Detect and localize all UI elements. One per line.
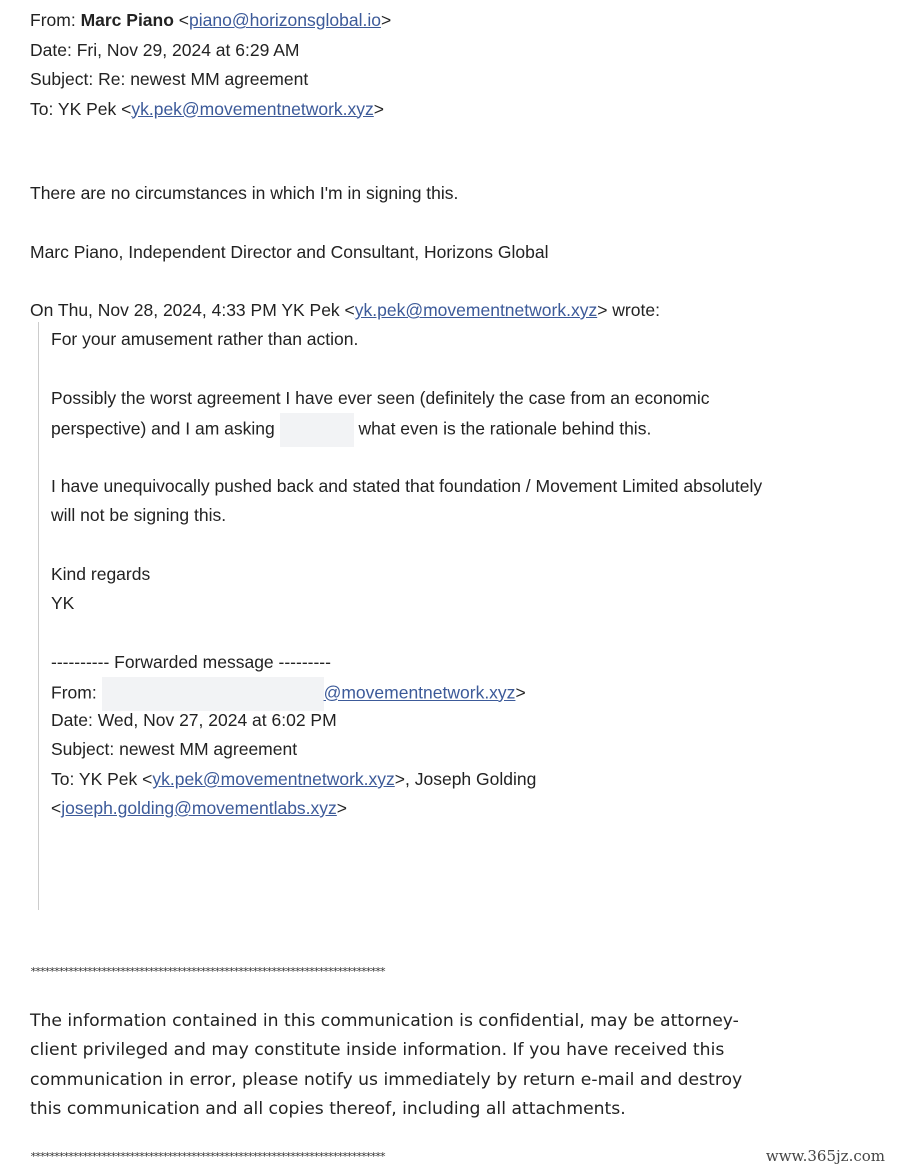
confidentiality-disclaimer — [30, 1007, 860, 1124]
separator-stars-bottom: *************************************************************************** — [30, 1150, 385, 1163]
forwarded-to-label: To: YK Pek < — [51, 769, 153, 789]
disclaimer-line: communication in error, please notify us immediately by return e-mail and destroy — [30, 1069, 743, 1090]
quoted-text: perspective) and I am asking — [51, 418, 275, 439]
quote-intro-suffix: > wrote: — [597, 300, 660, 320]
email-header — [30, 6, 391, 124]
sender-email-link[interactable]: piano@horizonsglobal.io — [189, 10, 381, 30]
forwarded-recipient-2-email-link[interactable]: joseph.golding@movementlabs.xyz — [61, 798, 337, 818]
quote-intro-prefix: On Thu, Nov 28, 2024, 4:33 PM YK Pek < — [30, 300, 355, 320]
date-line: Date: Fri, Nov 29, 2024 at 6:29 AM — [30, 39, 300, 60]
sender-name: Marc Piano — [80, 10, 174, 30]
disclaimer-line: client privileged and may constitute inside information. If you have received this — [30, 1040, 725, 1061]
quoted-paragraph-2-line-1: Possibly the worst agreement I have ever seen (definitely the case from an economic — [51, 388, 710, 408]
quoted-sign: YK — [51, 593, 75, 613]
forwarded-recipient-email-link[interactable]: yk.pek@movementnetwork.xyz — [152, 769, 395, 789]
forwarded-to-line — [51, 765, 536, 795]
redacted-name — [280, 413, 354, 447]
from-label: From: — [30, 10, 81, 30]
quote-author-email-link[interactable]: yk.pek@movementnetwork.xyz — [354, 300, 598, 320]
disclaimer-line: this communication and all copies thereof, including all attachments. — [30, 1098, 626, 1119]
watermark: www.365jz.com — [762, 1145, 889, 1167]
forwarded-divider: ---------- Forwarded message --------- — [51, 652, 331, 672]
quoted-closing: Kind regards — [51, 564, 151, 584]
forwarded-from-suffix: > — [515, 682, 526, 703]
quoted-text: what even is the rationale behind this. — [358, 418, 652, 439]
subject-line: Subject: Re: newest MM agreement — [30, 69, 309, 89]
quoted-paragraph-3-line-2: will not be signing this. — [51, 505, 227, 525]
disclaimer-line: The information contained in this communication is confidential, may be attorney- — [30, 1011, 739, 1031]
reply-signature: Marc Piano, Independent Director and Consultant, Horizons Global — [30, 242, 549, 262]
forwarded-from-label: From: — [51, 682, 97, 703]
from-line: From: Marc Piano <piano@horizonsglobal.io> — [30, 10, 392, 30]
separator-stars-top: *************************************************************************** — [30, 965, 385, 978]
recipient-email-link[interactable]: yk.pek@movementnetwork.xyz — [131, 98, 374, 119]
forwarded-subject: Subject: newest MM agreement — [51, 739, 298, 759]
quoted-message — [38, 322, 870, 910]
forwarded-to-line-2: <joseph.golding@movementlabs.xyz> — [51, 798, 348, 818]
forwarded-to-middle: >, Joseph Golding — [394, 769, 537, 789]
reply-body: There are no circumstances in which I'm in signing this. — [30, 183, 459, 203]
quoted-paragraph-1: For your amusement rather than action. — [51, 329, 359, 349]
forwarded-sender-email-link[interactable]: @movementnetwork.xyz — [323, 682, 516, 703]
to-label: To: YK Pek < — [30, 98, 132, 119]
quoted-paragraph-2-line-2 — [51, 413, 651, 447]
to-line: To: YK Pek <yk.pek@movementnetwork.xyz> — [30, 98, 385, 119]
quoted-paragraph-3-line-1: I have unequivocally pushed back and stated that foundation / Movement Limited absolutely — [51, 476, 763, 496]
forwarded-date: Date: Wed, Nov 27, 2024 at 6:02 PM — [51, 710, 337, 730]
